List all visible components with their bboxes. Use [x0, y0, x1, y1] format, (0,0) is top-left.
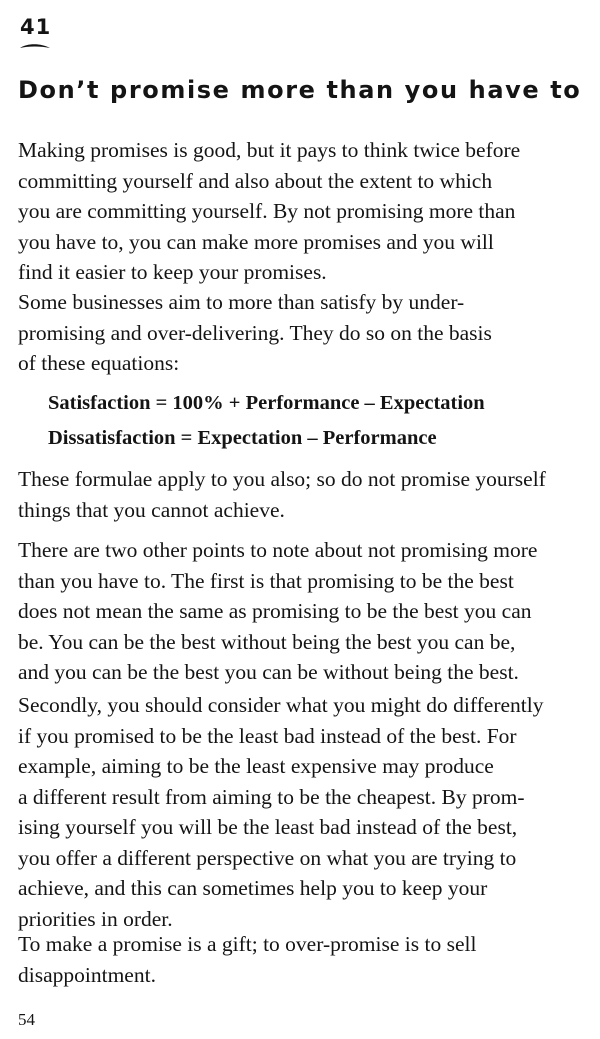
text-line: and you can be the best you can be without being the best. — [18, 660, 519, 684]
text-line: Making promises is good, but it pays to think twice before — [18, 138, 521, 162]
chapter-number: 41 — [20, 15, 52, 39]
text-line: things that you cannot achieve. — [18, 497, 285, 522]
text-line: does not mean the same as promising to be the best you can — [18, 599, 532, 623]
page-number: 54 — [18, 1010, 35, 1029]
text-line: promising and over-delivering. They do so on the basis — [18, 320, 492, 345]
text-line: priorities in order. — [18, 906, 173, 931]
text-line: than you have to. The first is that promising to be the best — [18, 568, 514, 593]
equations-block — [48, 386, 588, 456]
text-line: achieve, and this can sometimes help you to keep your — [18, 876, 488, 900]
text-line: you are committing yourself. By not promising more than — [18, 199, 516, 223]
swash-ornament-icon — [19, 42, 51, 52]
text-line: Some businesses aim to more than satisfy by under- — [18, 290, 465, 314]
text-line: ising yourself you will be the least bad instead of the best, — [18, 815, 518, 839]
paragraph-3 — [18, 464, 592, 525]
text-line: be. You can be the best without being the best you can be, — [18, 629, 516, 654]
text-line: There are two other points to note about not promising more — [18, 538, 538, 562]
text-line: a different result from aiming to be the cheapest. By prom- — [18, 784, 525, 809]
text-line: These formulae apply to you also; so do not promise yourself — [18, 467, 546, 491]
text-line: if you promised to be the least bad instead of the best. For — [18, 723, 517, 748]
text-line: of these equations: — [18, 351, 180, 375]
text-line: example, aiming to be the least expensive may produce — [18, 754, 494, 778]
paragraph-4 — [18, 535, 592, 688]
text-line: find it easier to keep your promises. — [18, 260, 327, 284]
text-line: you have to, you can make more promises and you will — [18, 229, 494, 254]
paragraph-1 — [18, 135, 592, 288]
text-line: disappointment. — [18, 962, 156, 987]
equation-satisfaction: Satisfaction = 100% + Performance – Expectation — [48, 392, 485, 414]
equation-dissatisfaction: Dissatisfaction = Expectation – Performance — [48, 427, 437, 449]
text-line: you offer a different perspective on what you are trying to — [18, 845, 517, 870]
text-line: committing yourself and also about the extent to which — [18, 168, 493, 193]
paragraph-6 — [18, 929, 592, 990]
chapter-title: Don’t promise more than you have to — [18, 76, 582, 104]
text-line: To make a promise is a gift; to over-promise is to sell — [18, 932, 477, 956]
text-line: Secondly, you should consider what you might do differently — [18, 693, 544, 717]
paragraph-5 — [18, 690, 592, 934]
paragraph-2 — [18, 287, 592, 379]
